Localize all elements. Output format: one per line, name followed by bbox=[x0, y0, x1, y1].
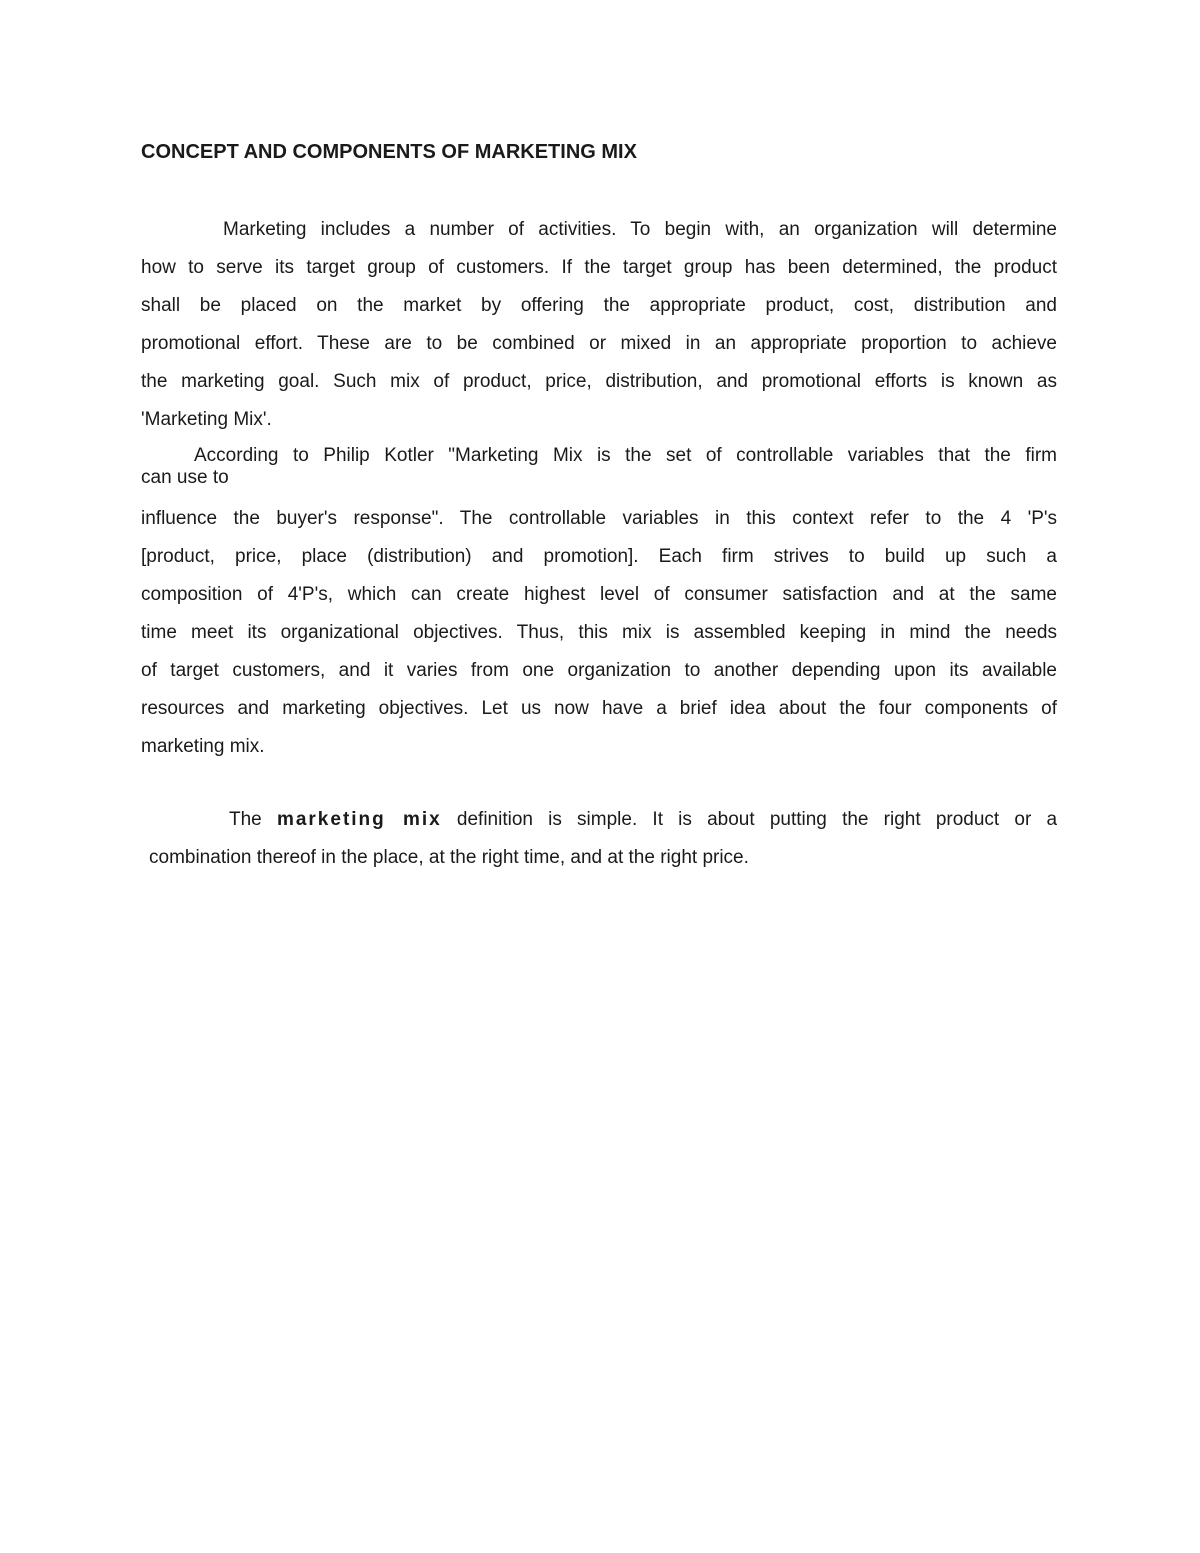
paragraph-line: resources and marketing objectives. Let us now have a brief idea about the four components of bbox=[141, 698, 1057, 719]
paragraph-intro bbox=[141, 211, 1057, 439]
definition-prefix: The bbox=[229, 809, 262, 830]
paragraph-line: promotional effort. These are to be combined or mixed in an appropriate proportion to achieve bbox=[141, 333, 1057, 354]
paragraph-line: 'Marketing Mix'. bbox=[141, 409, 272, 430]
paragraph-line: [product, price, place (distribution) and promotion]. Each firm strives to build up such a bbox=[141, 546, 1057, 567]
paragraph-line: of target customers, and it varies from one organization to another depending upon its available bbox=[141, 660, 1057, 681]
paragraph-line: influence the buyer's response". The controllable variables in this context refer to the 4 'P's bbox=[141, 508, 1057, 529]
paragraph-controllable-variables bbox=[141, 500, 1057, 766]
paragraph-line: combination thereof in the place, at the right time, and at the right price. bbox=[149, 847, 749, 868]
paragraph-line: shall be placed on the market by offering the appropriate product, cost, distribution and bbox=[141, 295, 1057, 316]
paragraph-line bbox=[141, 801, 1057, 839]
paragraph-definition bbox=[141, 801, 1057, 877]
paragraph-kotler-quote bbox=[141, 437, 1057, 487]
definition-suffix: definition is simple. It is about putting the right product or a bbox=[456, 809, 1057, 830]
paragraph-line: how to serve its target group of customers. If the target group has been determined, the product bbox=[141, 257, 1057, 278]
paragraph-line: can use to bbox=[141, 467, 229, 488]
document-title: CONCEPT AND COMPONENTS OF MARKETING MIX bbox=[141, 141, 637, 163]
definition-bold-term: marketing mix bbox=[276, 809, 442, 830]
paragraph-line: composition of 4'P's, which can create highest level of consumer satisfaction and at the same bbox=[141, 584, 1057, 605]
paragraph-line: According to Philip Kotler "Marketing Mix is the set of controllable variables that the firm bbox=[194, 445, 1057, 466]
paragraph-line: marketing mix. bbox=[141, 736, 265, 757]
paragraph-line: the marketing goal. Such mix of product, price, distribution, and promotional efforts is known as bbox=[141, 371, 1057, 392]
paragraph-line: Marketing includes a number of activities. To begin with, an organization will determine bbox=[223, 219, 1057, 240]
paragraph-line: time meet its organizational objectives. Thus, this mix is assembled keeping in mind the needs bbox=[141, 622, 1057, 643]
